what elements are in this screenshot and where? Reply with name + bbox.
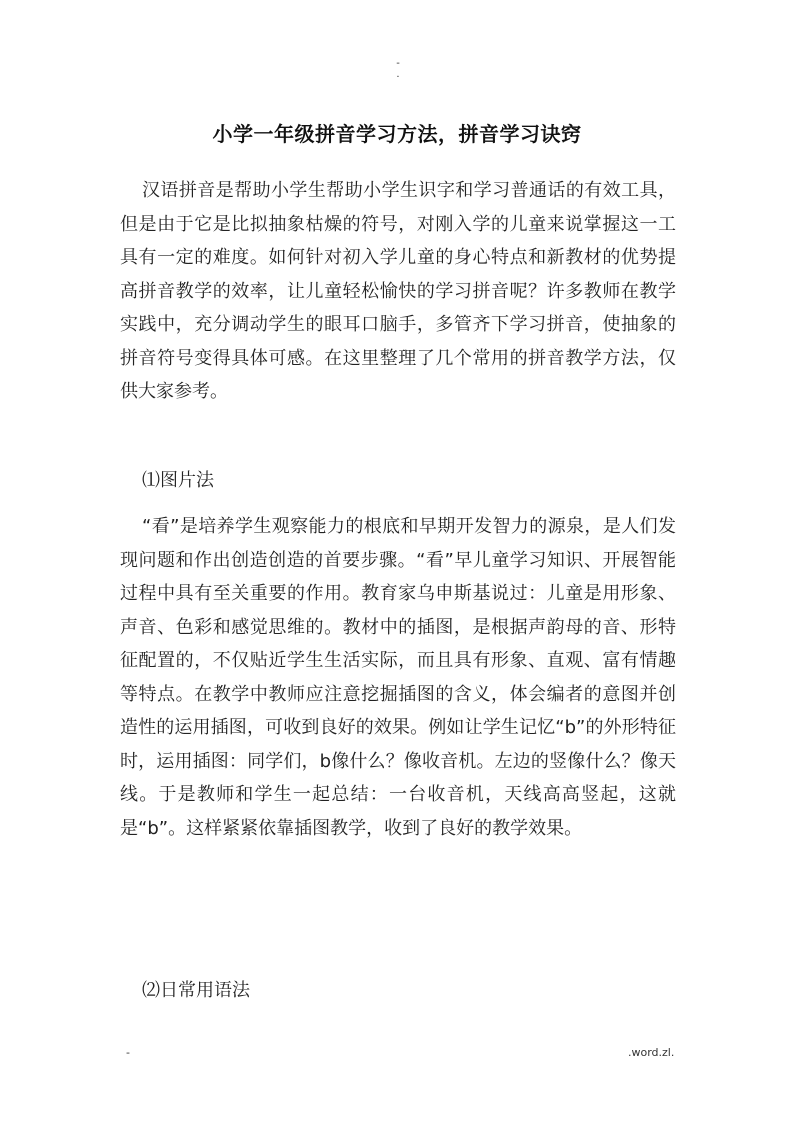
header-mark — [394, 58, 402, 80]
document-title: 小学一年级拼音学习方法，拼音学习诀窍 — [212, 122, 582, 146]
header-dash: - — [396, 58, 400, 69]
section-heading-picture-method: ⑴图片法 — [142, 470, 214, 491]
intro-paragraph: 汉语拼音是帮助小学生帮助小学生识字和学习普通话的有效工具，但是由于它是比拟抽象枯燥的符号，对刚入学的儿童来说掌握这一工具有一定的难度。如何针对初入学儿童的身心特点和新教材的优势提高拼音教学的效率，让儿童轻松愉快的学习拼音呢？许多教师在教学实践中，充分调动学生的眼耳口脑手，多管齐下学习拼音，使抽象的拼音符号变得具体可感。在这里整理了几个常用的拼音教学方法，仅供大家参考。 — [120, 180, 676, 402]
section-heading-daily-language-method: ⑵日常用语法 — [142, 980, 250, 1001]
header-dot: . — [396, 69, 400, 80]
footer-left-mark: - — [126, 1046, 130, 1059]
footer-right-mark: .word.zl. — [628, 1046, 675, 1059]
picture-method-paragraph: “看”是培养学生观察能力的根底和早期开发智力的源泉，是人们发现问题和作出创造创造的首要步骤。“看”早儿童学习知识、开展智能过程中具有至关重要的作用。教育家乌申斯基说过：儿童是用形象、声音、色彩和感觉思维的。教材中的插图，是根据声韵母的音、形特征配置的，不仅贴近学生生活实际，而且具有形象、直观、富有情趣等特点。在教学中教师应注意挖掘插图的含义，体会编者的意图并创造性的运用插图，可收到良好的效果。例如让学生记忆“b”的外形特征时，运用插图：同学们，b像什么？像收音机。左边的竖像什么？像天线。于是教师和学生一起总结：一台收音机，天线高高竖起，这就是“b”。这样紧紧依靠插图教学，收到了良好的教学效果。 — [120, 516, 676, 839]
